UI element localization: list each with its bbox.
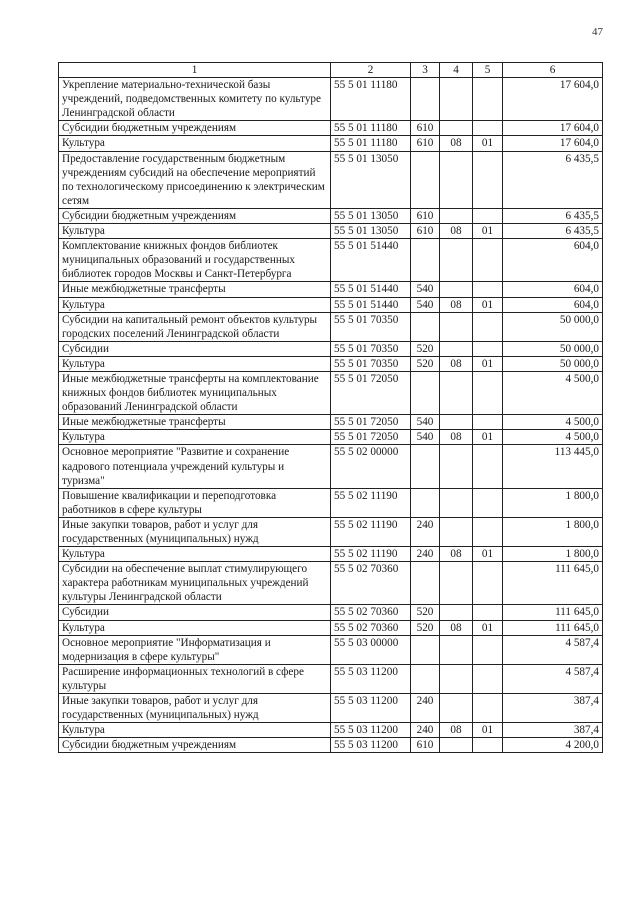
row-code: 55 5 03 11200 — [331, 738, 411, 753]
row-code: 55 5 01 72050 — [331, 371, 411, 414]
row-name: Субсидии — [59, 341, 331, 356]
row-expense-type: 240 — [411, 547, 440, 562]
row-amount: 1 800,0 — [503, 547, 603, 562]
row-section — [440, 664, 473, 693]
row-name: Расширение информационных технологий в сфере культуры — [59, 664, 331, 693]
row-expense-type: 240 — [411, 517, 440, 546]
row-amount: 50 000,0 — [503, 341, 603, 356]
header-col-2: 2 — [331, 63, 411, 78]
row-name: Субсидии — [59, 605, 331, 620]
row-code: 55 5 01 11180 — [331, 136, 411, 151]
table-header-row — [59, 63, 603, 78]
table-row — [59, 723, 603, 738]
header-col-5: 5 — [473, 63, 503, 78]
table-row — [59, 547, 603, 562]
row-subsection — [473, 312, 503, 341]
row-name: Субсидии бюджетным учреждениям — [59, 738, 331, 753]
row-section: 08 — [440, 620, 473, 635]
row-subsection — [473, 605, 503, 620]
row-code: 55 5 02 11190 — [331, 488, 411, 517]
row-subsection: 01 — [473, 547, 503, 562]
table-row — [59, 297, 603, 312]
row-subsection — [473, 239, 503, 282]
table-row — [59, 430, 603, 445]
row-amount: 604,0 — [503, 282, 603, 297]
row-section — [440, 341, 473, 356]
row-subsection — [473, 517, 503, 546]
row-name: Повышение квалификации и переподготовка работников в сфере культуры — [59, 488, 331, 517]
row-section — [440, 208, 473, 223]
row-amount: 111 645,0 — [503, 605, 603, 620]
row-name: Культура — [59, 136, 331, 151]
row-subsection: 01 — [473, 136, 503, 151]
row-expense-type: 240 — [411, 723, 440, 738]
row-subsection: 01 — [473, 723, 503, 738]
row-subsection — [473, 371, 503, 414]
row-section — [440, 605, 473, 620]
row-code: 55 5 01 72050 — [331, 415, 411, 430]
table-row — [59, 517, 603, 546]
row-name: Культура — [59, 620, 331, 635]
row-expense-type — [411, 445, 440, 488]
table-row — [59, 738, 603, 753]
table-row — [59, 121, 603, 136]
row-amount: 6 435,5 — [503, 151, 603, 208]
table-row — [59, 78, 603, 121]
row-name: Субсидии на капитальный ремонт объектов культуры городских поселений Ленинградской области — [59, 312, 331, 341]
row-subsection — [473, 282, 503, 297]
row-expense-type: 610 — [411, 224, 440, 239]
table-row — [59, 562, 603, 605]
row-amount: 4 500,0 — [503, 371, 603, 414]
header-col-4: 4 — [440, 63, 473, 78]
row-expense-type — [411, 488, 440, 517]
row-expense-type: 610 — [411, 738, 440, 753]
row-section — [440, 694, 473, 723]
row-amount: 4 500,0 — [503, 430, 603, 445]
row-amount: 17 604,0 — [503, 78, 603, 121]
row-section — [440, 78, 473, 121]
header-col-3: 3 — [411, 63, 440, 78]
row-subsection: 01 — [473, 224, 503, 239]
row-section: 08 — [440, 547, 473, 562]
row-subsection — [473, 151, 503, 208]
table-row — [59, 224, 603, 239]
row-code: 55 5 02 70360 — [331, 605, 411, 620]
budget-table — [58, 62, 603, 753]
table-row — [59, 239, 603, 282]
table-row — [59, 151, 603, 208]
row-section — [440, 371, 473, 414]
row-amount: 1 800,0 — [503, 517, 603, 546]
row-code: 55 5 03 00000 — [331, 635, 411, 664]
row-expense-type — [411, 664, 440, 693]
row-amount: 111 645,0 — [503, 620, 603, 635]
row-section: 08 — [440, 136, 473, 151]
row-code: 55 5 01 11180 — [331, 78, 411, 121]
table-row — [59, 635, 603, 664]
row-code: 55 5 02 70360 — [331, 562, 411, 605]
row-name: Культура — [59, 356, 331, 371]
row-name: Предоставление государственным бюджетным учреждениям субсидий на обеспечение мероприятий по технологическому присоединению к электрическим сетям — [59, 151, 331, 208]
row-amount: 111 645,0 — [503, 562, 603, 605]
row-subsection — [473, 341, 503, 356]
row-amount: 17 604,0 — [503, 121, 603, 136]
row-code: 55 5 01 11180 — [331, 121, 411, 136]
row-subsection — [473, 445, 503, 488]
row-amount: 604,0 — [503, 239, 603, 282]
table-row — [59, 371, 603, 414]
row-name: Культура — [59, 547, 331, 562]
row-expense-type: 540 — [411, 297, 440, 312]
row-section: 08 — [440, 356, 473, 371]
row-name: Иные межбюджетные трансферты на комплектование книжных фондов библиотек муниципальных образований Ленинградской области — [59, 371, 331, 414]
row-name: Культура — [59, 723, 331, 738]
row-expense-type: 540 — [411, 430, 440, 445]
row-subsection — [473, 208, 503, 223]
row-subsection — [473, 635, 503, 664]
row-code: 55 5 02 11190 — [331, 517, 411, 546]
row-expense-type — [411, 371, 440, 414]
row-code: 55 5 01 13050 — [331, 208, 411, 223]
row-expense-type — [411, 635, 440, 664]
row-subsection — [473, 694, 503, 723]
row-amount: 4 200,0 — [503, 738, 603, 753]
row-expense-type: 240 — [411, 694, 440, 723]
row-subsection: 01 — [473, 430, 503, 445]
table-row — [59, 341, 603, 356]
row-code: 55 5 01 70350 — [331, 356, 411, 371]
row-amount: 4 500,0 — [503, 415, 603, 430]
table-row — [59, 694, 603, 723]
row-code: 55 5 02 00000 — [331, 445, 411, 488]
row-code: 55 5 01 70350 — [331, 312, 411, 341]
row-section — [440, 151, 473, 208]
row-amount: 4 587,4 — [503, 664, 603, 693]
row-subsection — [473, 121, 503, 136]
row-name: Субсидии бюджетным учреждениям — [59, 208, 331, 223]
row-amount: 50 000,0 — [503, 312, 603, 341]
row-section — [440, 312, 473, 341]
row-code: 55 5 01 72050 — [331, 430, 411, 445]
row-code: 55 5 01 51440 — [331, 239, 411, 282]
row-expense-type: 520 — [411, 341, 440, 356]
row-amount: 17 604,0 — [503, 136, 603, 151]
row-code: 55 5 03 11200 — [331, 664, 411, 693]
row-section — [440, 562, 473, 605]
table-row — [59, 312, 603, 341]
row-section — [440, 488, 473, 517]
row-section — [440, 445, 473, 488]
row-name: Иные закупки товаров, работ и услуг для государственных (муниципальных) нужд — [59, 694, 331, 723]
row-expense-type: 610 — [411, 121, 440, 136]
table-row — [59, 415, 603, 430]
row-name: Культура — [59, 430, 331, 445]
row-section: 08 — [440, 723, 473, 738]
row-expense-type: 540 — [411, 415, 440, 430]
page-number: 47 — [592, 26, 603, 38]
row-expense-type: 610 — [411, 208, 440, 223]
row-amount: 6 435,5 — [503, 208, 603, 223]
row-name: Укрепление материально-технической базы учреждений, подведомственных комитету по культуре Ленинградской области — [59, 78, 331, 121]
row-code: 55 5 01 13050 — [331, 151, 411, 208]
row-section — [440, 517, 473, 546]
header-col-1: 1 — [59, 63, 331, 78]
row-expense-type — [411, 239, 440, 282]
row-section: 08 — [440, 430, 473, 445]
row-code: 55 5 02 70360 — [331, 620, 411, 635]
row-code: 55 5 01 51440 — [331, 297, 411, 312]
row-name: Основное мероприятие "Информатизация и модернизация в сфере культуры" — [59, 635, 331, 664]
row-name: Основное мероприятие "Развитие и сохранение кадрового потенциала учреждений культуры и туризма" — [59, 445, 331, 488]
row-code: 55 5 02 11190 — [331, 547, 411, 562]
row-section — [440, 121, 473, 136]
row-section: 08 — [440, 297, 473, 312]
row-code: 55 5 03 11200 — [331, 723, 411, 738]
table-row — [59, 356, 603, 371]
row-name: Субсидии на обеспечение выплат стимулирующего характера работникам муниципальных учреждений культуры Ленинградской области — [59, 562, 331, 605]
row-section — [440, 415, 473, 430]
row-expense-type — [411, 151, 440, 208]
row-subsection: 01 — [473, 356, 503, 371]
row-section — [440, 282, 473, 297]
row-name: Иные межбюджетные трансферты — [59, 282, 331, 297]
row-subsection — [473, 562, 503, 605]
row-section — [440, 635, 473, 664]
row-subsection — [473, 415, 503, 430]
table-row — [59, 445, 603, 488]
row-code: 55 5 01 13050 — [331, 224, 411, 239]
table-row — [59, 282, 603, 297]
table-row — [59, 620, 603, 635]
row-amount: 387,4 — [503, 694, 603, 723]
row-code: 55 5 01 70350 — [331, 341, 411, 356]
row-subsection — [473, 488, 503, 517]
row-amount: 6 435,5 — [503, 224, 603, 239]
row-amount: 1 800,0 — [503, 488, 603, 517]
row-section — [440, 239, 473, 282]
table-row — [59, 664, 603, 693]
row-expense-type — [411, 562, 440, 605]
row-section — [440, 738, 473, 753]
row-expense-type: 520 — [411, 620, 440, 635]
row-code: 55 5 03 11200 — [331, 694, 411, 723]
row-section: 08 — [440, 224, 473, 239]
row-name: Культура — [59, 297, 331, 312]
row-subsection — [473, 78, 503, 121]
table-row — [59, 208, 603, 223]
row-subsection — [473, 664, 503, 693]
row-name: Культура — [59, 224, 331, 239]
row-name: Комплектование книжных фондов библиотек муниципальных образований и государственных библиотек городов Москвы и Санкт-Петербурга — [59, 239, 331, 282]
row-code: 55 5 01 51440 — [331, 282, 411, 297]
row-name: Иные межбюджетные трансферты — [59, 415, 331, 430]
header-col-6: 6 — [503, 63, 603, 78]
table-row — [59, 488, 603, 517]
table-body — [59, 78, 603, 753]
row-subsection: 01 — [473, 620, 503, 635]
row-expense-type: 540 — [411, 282, 440, 297]
row-subsection: 01 — [473, 297, 503, 312]
row-amount: 387,4 — [503, 723, 603, 738]
row-amount: 604,0 — [503, 297, 603, 312]
row-expense-type: 520 — [411, 356, 440, 371]
row-name: Иные закупки товаров, работ и услуг для государственных (муниципальных) нужд — [59, 517, 331, 546]
row-amount: 4 587,4 — [503, 635, 603, 664]
row-expense-type — [411, 78, 440, 121]
table-row — [59, 136, 603, 151]
row-expense-type — [411, 312, 440, 341]
row-subsection — [473, 738, 503, 753]
row-expense-type: 520 — [411, 605, 440, 620]
row-amount: 113 445,0 — [503, 445, 603, 488]
table-row — [59, 605, 603, 620]
row-expense-type: 610 — [411, 136, 440, 151]
row-name: Субсидии бюджетным учреждениям — [59, 121, 331, 136]
row-amount: 50 000,0 — [503, 356, 603, 371]
